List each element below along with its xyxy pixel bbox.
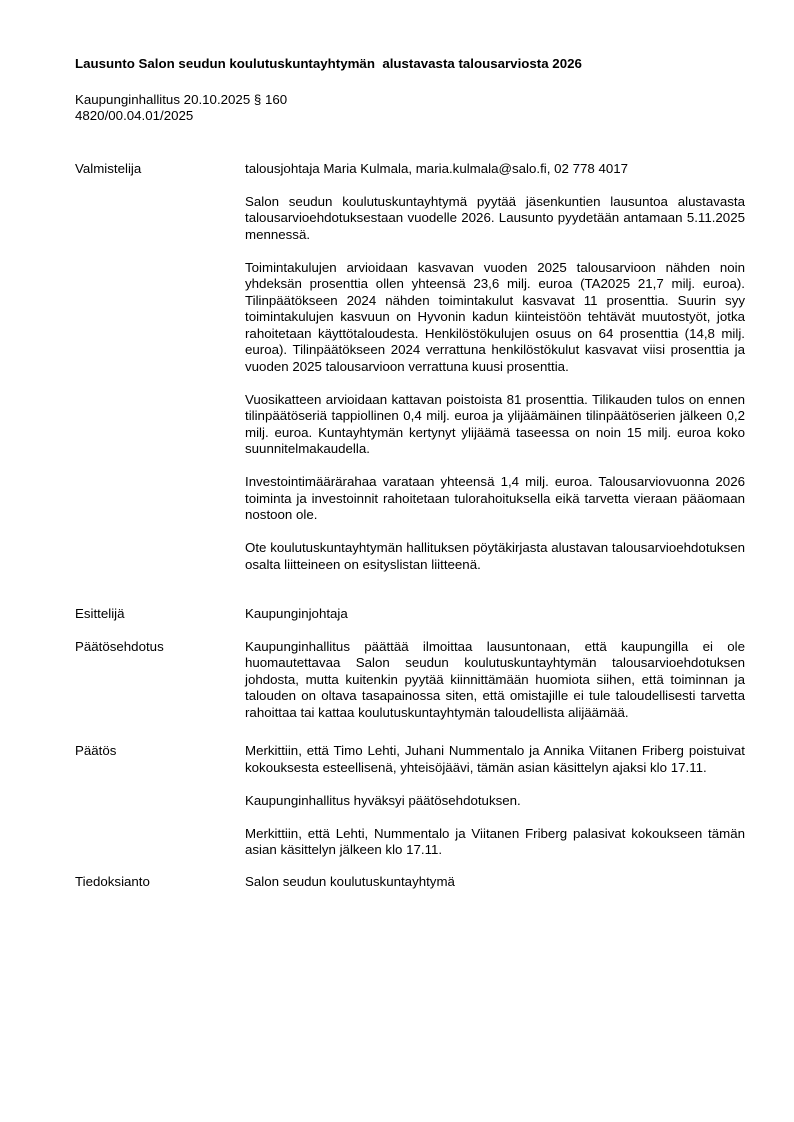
paragraph-notification-recipient: Salon seudun koulutuskuntayhtymä — [245, 873, 455, 889]
paragraph-preparer-contact: talousjohtaja Maria Kulmala, maria.kulmala@salo.fi, 02 778 4017 — [245, 160, 629, 176]
document-meta — [75, 92, 745, 125]
section-content-paatos — [245, 743, 745, 859]
section-esittelija — [75, 606, 745, 623]
document-title: Lausunto Salon seudun koulutuskuntayhtymän alustavasta talousarviosta 2026 — [75, 56, 582, 71]
section-tiedoksianto — [75, 874, 745, 891]
paragraph-members-left: Merkittiin, että Timo Lehti, Juhani Nummentalo ja Annika Viitanen Friberg poistuivat kokouksesta esteellisenä, yhteisöjäävi, tämän asian käsittelyn ajaksi klo 17.11. — [245, 743, 745, 775]
section-paatosehdotus — [75, 639, 745, 722]
paragraph-members-returned: Merkittiin, että Lehti, Nummentalo ja Viitanen Friberg palasivat kokoukseen tämän asian käsittelyn jälkeen klo 17.11. — [245, 825, 745, 857]
section-content-paatosehdotus — [245, 639, 745, 722]
paragraph-annual-margin: Vuosikatteen arvioidaan kattavan poistoista 81 prosenttia. Tilikauden tulos on ennen tilinpäätöseriä tappiollinen 0,4 milj. euroa ja ylijäämäinen tilinpäätöserien jälkeen 0,2 milj. euroa. Kuntayhtymän kertynyt ylijäämä taseessa on noin 15 milj. euroa koko suunnitelmakaudella. — [245, 391, 745, 456]
paragraph-decision-proposal: Kaupunginhallitus päättää ilmoittaa lausuntonaan, että kaupungilla ei ole huomautettavaa Salon seudun koulutuskuntayhtymän talousarvioehdotuksen johdosta, mutta kuitenkin pyytää kiinnittämään huomiota siihen, että toiminnan ja talouden on oltava tasapainossa siten, että omistajille ei tule taloudellisesti tarvetta rahoittaa tai kattaa koulutuskuntayhtymän taloudellista alijäämää. — [245, 638, 745, 720]
section-label-paatosehdotus: Päätösehdotus — [75, 638, 164, 654]
section-label-esittelija: Esittelijä — [75, 606, 125, 621]
meta-case-number: 4820/00.04.01/2025 — [75, 108, 194, 123]
section-label-valmistelija: Valmistelija — [75, 160, 142, 176]
section-label-tiedoksianto: Tiedoksianto — [75, 873, 150, 889]
paragraph-investments: Investointimäärärahaa varataan yhteensä 1,4 milj. euroa. Talousarviovuonna 2026 toiminta ja investoinnit rahoitetaan tulorahoituksella eikä tarvetta vieraan pääomaan nostoon ole. — [245, 474, 745, 522]
paragraph-presenter: Kaupunginjohtaja — [245, 606, 348, 621]
section-paatos — [75, 743, 745, 859]
section-content-tiedoksianto — [245, 874, 745, 891]
section-label-paatos: Päätös — [75, 743, 117, 758]
paragraph-operating-costs: Toimintakulujen arvioidaan kasvavan vuoden 2025 talousarvioon nähden noin yhdeksän prosenttia ollen yhteensä 23,6 milj. euroa (TA2025 21,7 milj. euroa). Tilinpäätökseen 2024 nähden toimintakulut kasvavat 11 prosenttia. Suurin syy toimintakulujen kasvuun on Hyvonin kadun kiinteistöön tehtävät muutostyöt, jotka rahoitetaan käyttötaloudesta. Henkilöstökulujen osuus on 64 prosenttia (14,8 milj. euroa). Tilinpäätökseen 2024 verrattuna henkilöstökulut kasvavat viisi prosenttia ja vuoden 2025 talousarvioon verrattuna kuusi prosenttia. — [245, 259, 745, 374]
section-content-valmistelija — [245, 161, 745, 574]
section-valmistelija — [75, 161, 745, 574]
paragraph-decision-approved: Kaupunginhallitus hyväksyi päätösehdotuksen. — [245, 792, 521, 808]
paragraph-attachment-note: Ote koulutuskuntayhtymän hallituksen pöytäkirjasta alustavan talousarvioehdotuksen osalta liitteineen on esityslistan liitteenä. — [245, 540, 745, 572]
paragraph-request-statement: Salon seudun koulutuskuntayhtymä pyytää jäsenkuntien lausuntoa alustavasta talousarvioehdotuksestaan vuodelle 2026. Lausunto pyydetään antamaan 5.11.2025 mennessä. — [245, 193, 745, 242]
meta-board-line: Kaupunginhallitus 20.10.2025 § 160 — [75, 91, 288, 107]
section-content-esittelija — [245, 606, 745, 623]
